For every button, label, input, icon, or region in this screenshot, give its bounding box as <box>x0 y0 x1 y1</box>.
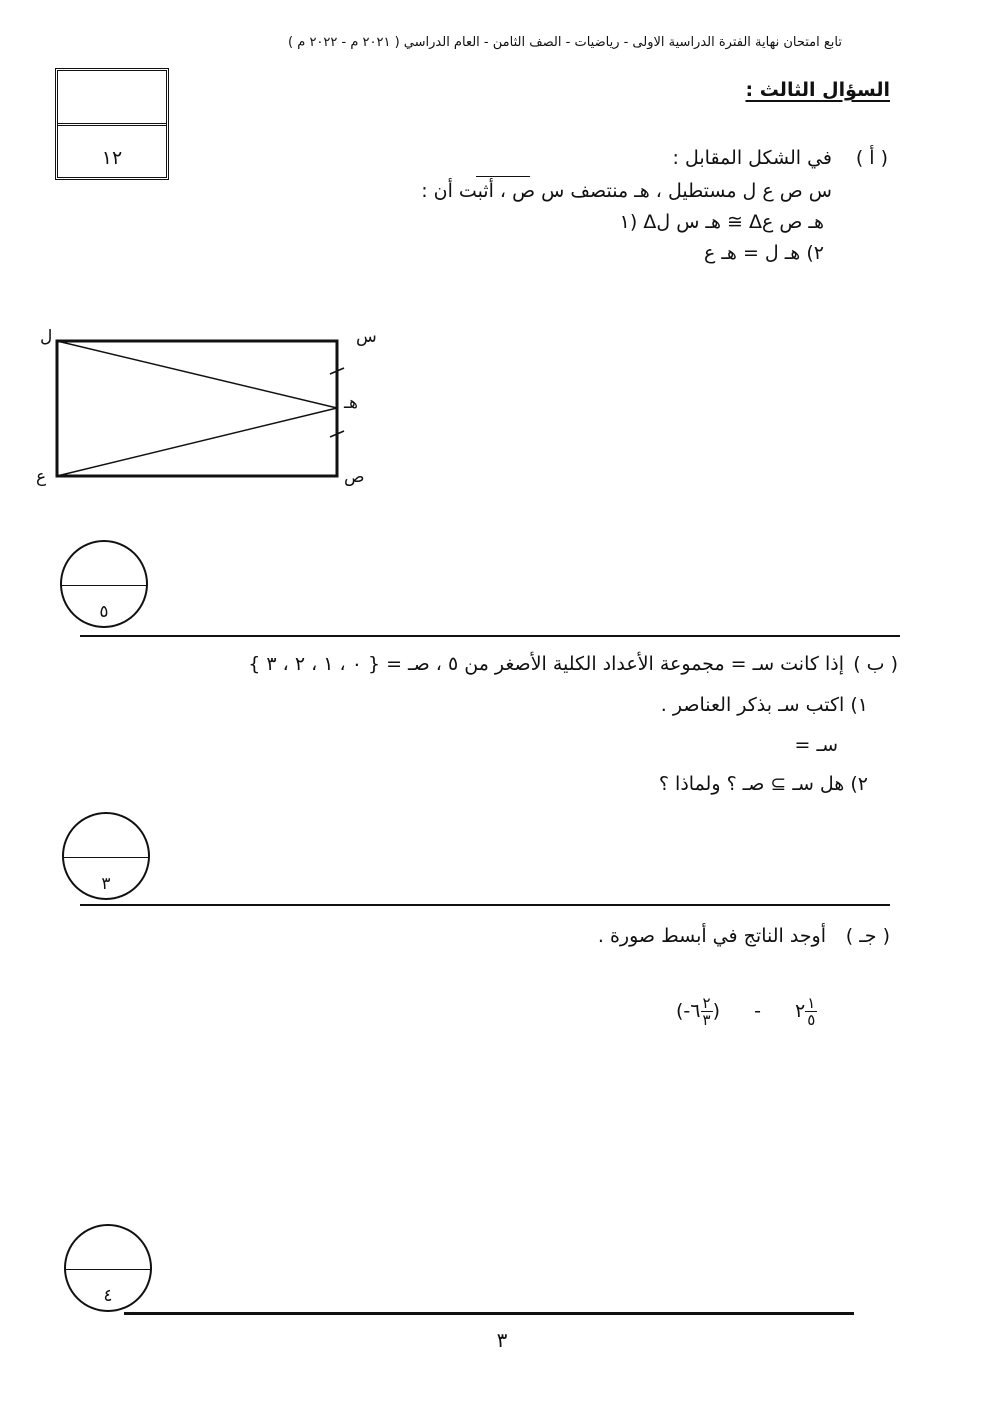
divider-line <box>80 635 900 637</box>
part-b-answer1: سـ = <box>794 734 838 756</box>
part-c-line1: أوجد الناتج في أبسط صورة . <box>597 925 826 947</box>
total-score: ١٢ <box>101 147 123 169</box>
part-b-line1: إذا كانت سـ = مجموعة الأعداد الكلية الأصغر من ٥ ، صـ = { ٠ ، ١ ، ٢ ، ٣ } <box>248 653 844 675</box>
part-b-item2: ٢) هل سـ ⊇ صـ ؟ ولماذا ؟ <box>658 773 868 795</box>
bottom-rule <box>124 1312 854 1315</box>
whole1: ٢ <box>795 1000 806 1022</box>
fraction-2: $\frac{٢}{٣}$ <box>702 994 711 1029</box>
total-score-box <box>55 68 169 180</box>
part-a-line2: س ص ع ل مستطيل ، هـ منتصف س ص ، أثبت أن : <box>421 180 832 202</box>
page-number: ٣ <box>496 1328 508 1352</box>
part-a-score-circle <box>60 540 148 628</box>
part-a-item1: ١) Δهـ س ل ≅ Δهـ ص ع <box>619 211 824 233</box>
vertex-label-s: س <box>356 327 377 347</box>
part-c-score-circle <box>64 1224 152 1312</box>
expression <box>676 995 817 1028</box>
neg-sign: - <box>683 1000 691 1022</box>
vertex-label-ain: ع <box>36 467 47 487</box>
vertex-label-l: ل <box>40 327 53 347</box>
part-c-score: ٤ <box>103 1286 113 1306</box>
page-header: تابع امتحان نهاية الفترة الدراسية الاولى - رياضيات - الصف الثامن - العام الدراسي ( ٢٠٢١ م - ٢٠٢٢ م ) <box>288 35 842 50</box>
vertex-label-h: هـ <box>344 393 358 413</box>
part-b-label: ( ب ) <box>853 653 898 675</box>
paren-close: ) <box>712 1000 720 1022</box>
whole2: ٦ <box>690 1000 701 1022</box>
part-a-label: ( أ ) <box>855 147 888 169</box>
part-b-item1: ١) اكتب سـ بذكر العناصر . <box>660 694 868 716</box>
part-c-label: ( جـ ) <box>845 925 890 947</box>
question-title: السؤال الثالث : <box>745 79 890 101</box>
minus-operator: - <box>754 1000 761 1022</box>
part-b-score: ٣ <box>101 874 111 894</box>
part-a-score: ٥ <box>99 602 109 622</box>
segment-overline <box>476 176 530 177</box>
rectangle-figure <box>30 320 390 500</box>
fraction-1: $\frac{١}{٥}$ <box>807 994 816 1029</box>
divider-line <box>80 904 890 906</box>
paren-open: ( <box>676 1000 684 1022</box>
part-a-item2: ٢) هـ ل = هـ ع <box>703 242 824 264</box>
vertex-label-sad: ص <box>344 467 365 487</box>
part-a-line1: في الشكل المقابل : <box>672 147 832 169</box>
part-b-score-circle <box>62 812 150 900</box>
